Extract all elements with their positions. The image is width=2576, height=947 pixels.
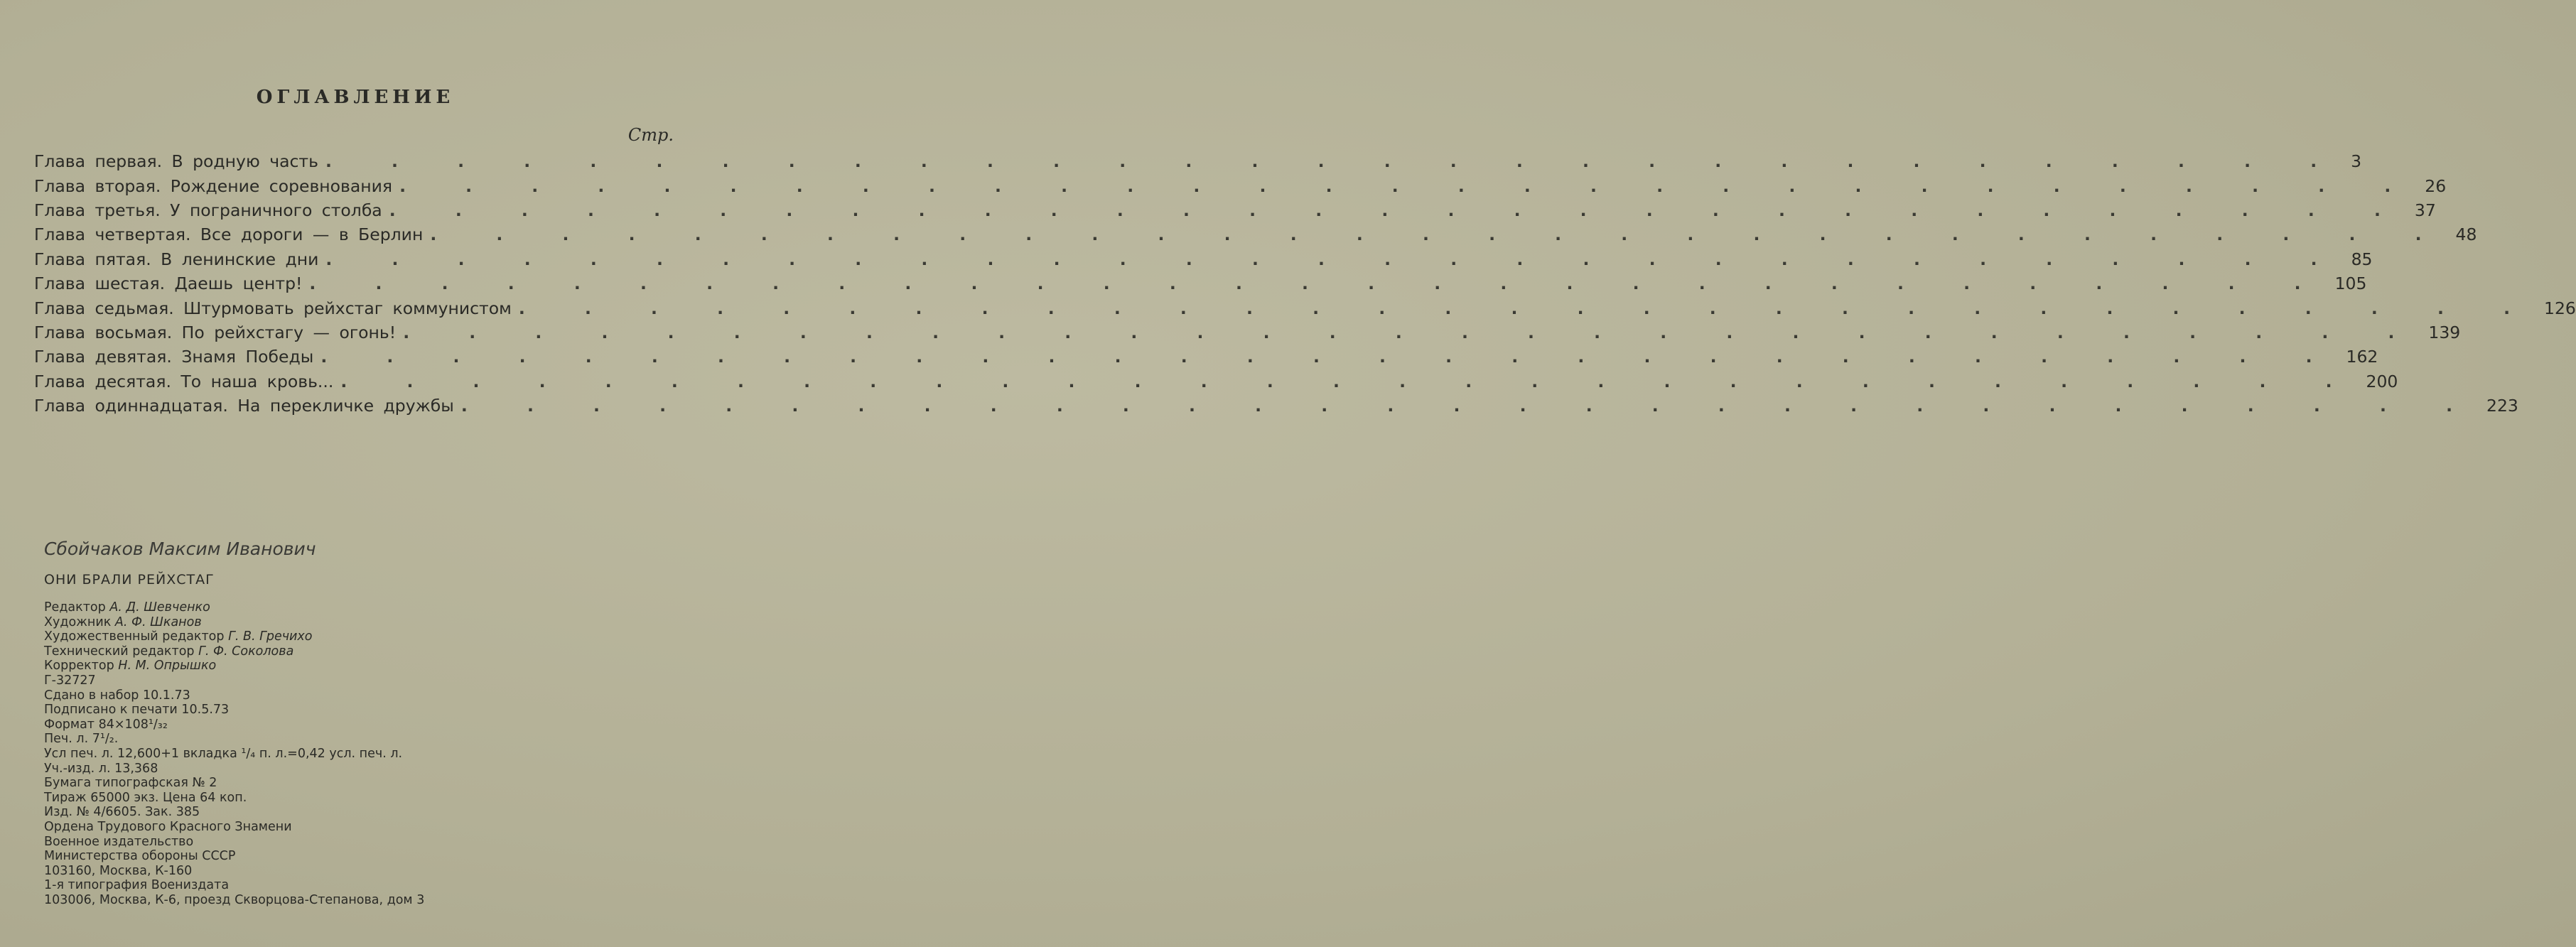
toc-entry [34, 345, 2378, 369]
publisher-address-line: 103160, Москва, К-160 [44, 863, 193, 878]
toc-leader-dots: . . . . . . . . . . . . . . . . . . . . . . . . . . . . . . . [320, 347, 2339, 367]
conventional-sheets-line: Усл печ. л. 12,600+1 вкладка ¹/₄ п. л.=0,42 усл. печ. л. [44, 746, 403, 761]
publisher-line: Министерства обороны СССР [44, 849, 236, 864]
imprint-block [44, 539, 669, 907]
toc-entry [34, 222, 2477, 247]
toc-leader-dots: . . . . . . . . . . . . . . . . . . . . . . . . . . . . . . . [325, 151, 2344, 172]
toc-page-number: 223 [2486, 396, 2518, 416]
toc-leader-dots: . . . . . . . . . . . . . . . . . . . . . . . . . . . . . . . [430, 224, 2449, 245]
toc-chapter: Глава восьмая. По рейхстагу — огонь! [34, 322, 397, 342]
typesetting-date-line: Сдано в набор 10.1.73 [44, 688, 190, 703]
book-title: ОНИ БРАЛИ РЕЙХСТАГ [44, 572, 215, 588]
table-of-contents [34, 149, 2576, 418]
editor-line: Редактор А. Д. Шевченко [44, 600, 210, 615]
toc-chapter: Глава одиннадцатая. На перекличке дружбы [34, 396, 454, 416]
toc-chapter: Глава седьмая. Штурмовать рейхстаг коммунистом [34, 298, 512, 318]
toc-chapter: Глава шестая. Даешь центр! [34, 274, 303, 294]
toc-page-number: 3 [2351, 151, 2362, 172]
code-line: Г-32727 [44, 673, 96, 688]
paper-line: Бумага типографская № 2 [44, 776, 217, 791]
printer-address-line: 103006, Москва, К-6, проезд Скворцова-Степанова, дом 3 [44, 892, 425, 907]
toc-page-number: 26 [2425, 175, 2447, 196]
print-date-line: Подписано к печати 10.5.73 [44, 703, 230, 718]
toc-leader-dots: . . . . . . . . . . . . . . . . . . . . . . . . . . . . . . . [399, 175, 2418, 196]
toc-entry [34, 394, 2518, 418]
page-column-label: Стр. [627, 125, 674, 145]
edition-order-line: Изд. № 4/6605. Зак. 385 [44, 805, 200, 820]
toc-page-number: 48 [2455, 224, 2477, 245]
toc-chapter: Глава четвертая. Все дороги — в Берлин [34, 224, 424, 245]
toc-page-number: 162 [2346, 347, 2378, 367]
author-name: Сбойчаков Максим Иванович [44, 539, 316, 559]
toc-chapter: Глава первая. В родную часть [34, 151, 318, 172]
toc-page-number: 126 [2544, 298, 2576, 318]
toc-entry [34, 247, 2373, 271]
toc-entry [34, 320, 2461, 345]
toc-page-number: 139 [2428, 322, 2461, 342]
circulation-price-line: Тираж 65000 экз. Цена 64 коп. [44, 790, 247, 805]
toc-leader-dots: . . . . . . . . . . . . . . . . . . . . . . . . . . . . . . . [309, 274, 2328, 294]
toc-entry [34, 198, 2436, 222]
toc-page-number: 37 [2414, 200, 2436, 220]
toc-entry [34, 296, 2576, 320]
toc-leader-dots: . . . . . . . . . . . . . . . . . . . . . . . . . . . . . . . [325, 249, 2344, 269]
toc-entry [34, 173, 2447, 197]
toc-chapter: Глава девятая. Знамя Победы [34, 347, 314, 367]
print-sheets-line: Печ. л. 7¹/₂. [44, 732, 119, 747]
toc-leader-dots: . . . . . . . . . . . . . . . . . . . . . . . . . . . . . . . [389, 200, 2408, 220]
toc-leader-dots: . . . . . . . . . . . . . . . . . . . . . . . . . . . . . . . [340, 371, 2359, 391]
toc-chapter: Глава десятая. То наша кровь... [34, 371, 334, 391]
toc-leader-dots: . . . . . . . . . . . . . . . . . . . . . . . . . . . . . . . [460, 396, 2480, 416]
toc-page-number: 105 [2334, 274, 2367, 294]
publisher-line: Ордена Трудового Красного Знамени [44, 819, 292, 834]
publisher-line: Военное издательство [44, 834, 194, 849]
toc-entry [34, 369, 2398, 394]
toc-chapter: Глава третья. У пограничного столба [34, 200, 382, 220]
toc-chapter: Глава вторая. Рождение соревнования [34, 175, 393, 196]
toc-page-number: 85 [2351, 249, 2373, 269]
toc-entry [34, 271, 2367, 296]
toc-leader-dots: . . . . . . . . . . . . . . . . . . . . . . . . . . . . . . . [403, 322, 2422, 342]
toc-page-number: 200 [2366, 371, 2398, 391]
toc-chapter: Глава пятая. В ленинские дни [34, 249, 319, 269]
tech-editor-line: Технический редактор Г. Ф. Соколова [44, 644, 294, 659]
proofreader-line: Корректор Н. М. Опрышко [44, 659, 217, 673]
publisher-sheets-line: Уч.-изд. л. 13,368 [44, 761, 158, 776]
toc-leader-dots: . . . . . . . . . . . . . . . . . . . . . . . . . . . . . . . [518, 298, 2538, 318]
toc-entry [34, 149, 2362, 173]
printer-line: 1-я типография Воениздата [44, 878, 230, 893]
art-editor-line: Художественный редактор Г. В. Гречихо [44, 629, 313, 644]
toc-title: ОГЛАВЛЕНИЕ [256, 87, 455, 108]
artist-line: Художник А. Ф. Шканов [44, 615, 202, 629]
imprint-lines [44, 600, 669, 907]
format-line: Формат 84×108¹/₃₂ [44, 717, 168, 732]
